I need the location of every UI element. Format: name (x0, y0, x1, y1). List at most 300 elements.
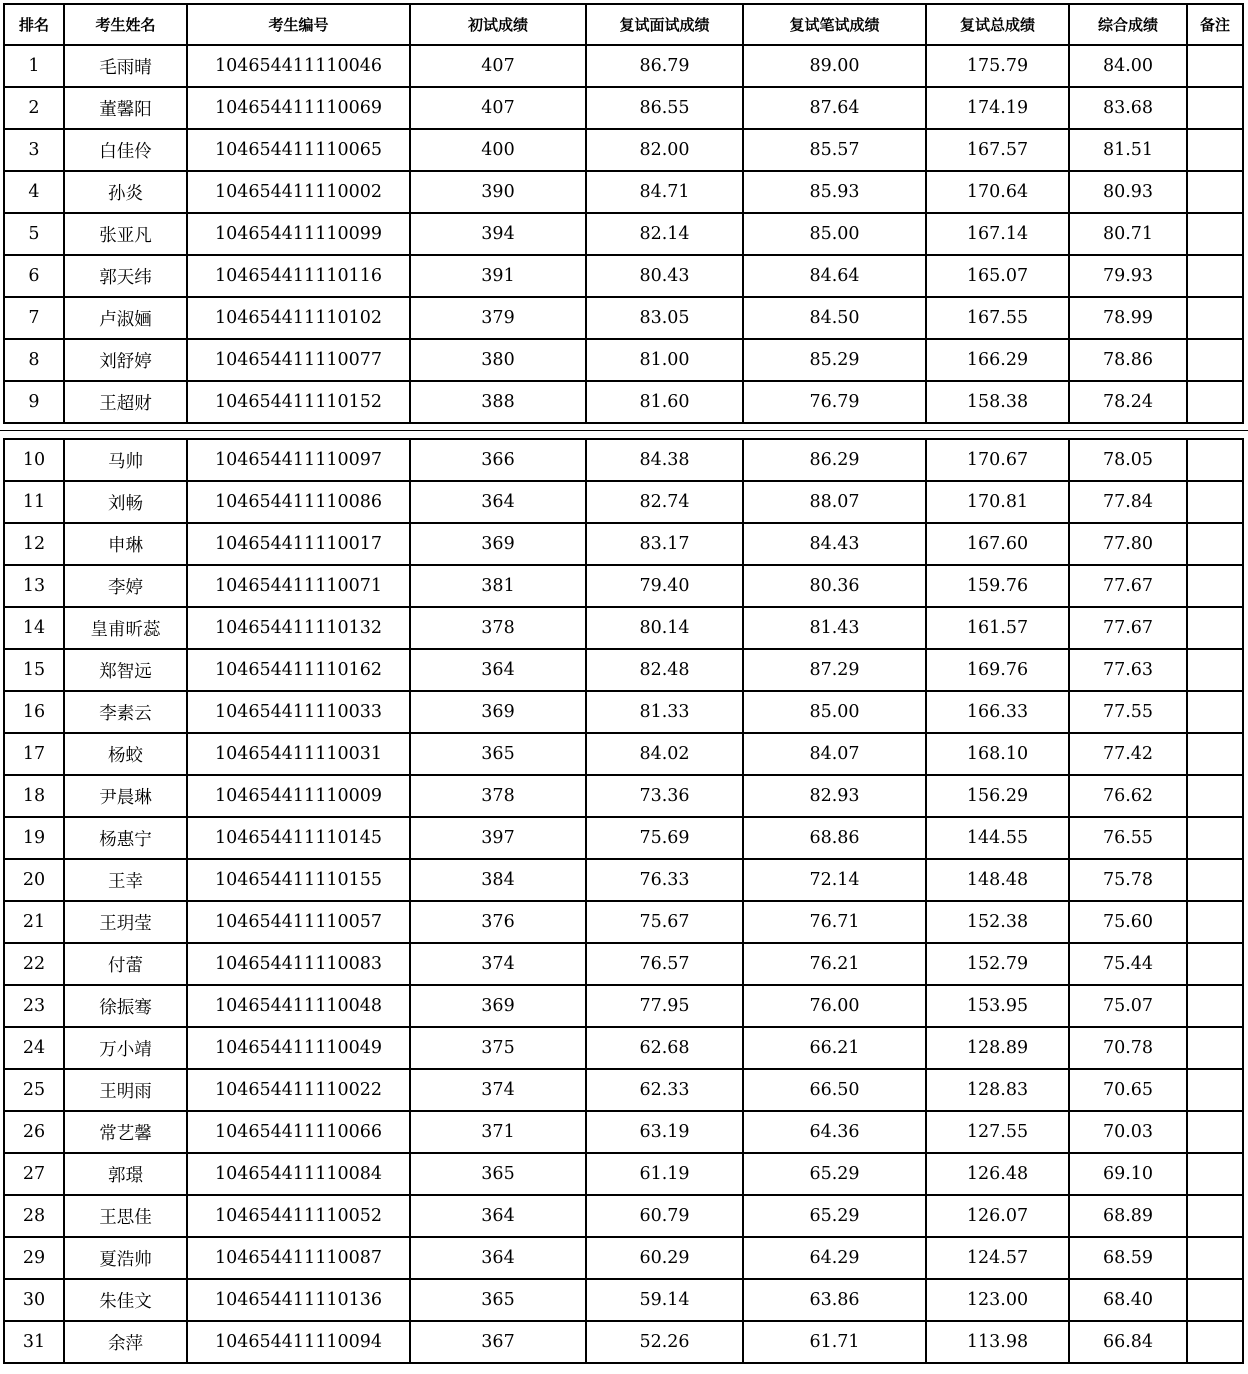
cell-initial-score: 394 (410, 213, 586, 255)
cell-interview-score: 63.19 (586, 1111, 743, 1153)
cell-written-score: 87.29 (743, 649, 926, 691)
cell-written-score: 68.86 (743, 817, 926, 859)
cell-rank: 20 (4, 859, 64, 901)
cell-composite-score: 77.42 (1069, 733, 1187, 775)
cell-composite-score: 70.03 (1069, 1111, 1187, 1153)
cell-rank: 14 (4, 607, 64, 649)
table-row (4, 1321, 1243, 1363)
cell-retest-total: 167.55 (926, 297, 1069, 339)
cell-interview-score: 59.14 (586, 1279, 743, 1321)
cell-composite-score: 77.55 (1069, 691, 1187, 733)
cell-written-score: 64.36 (743, 1111, 926, 1153)
cell-initial-score: 364 (410, 481, 586, 523)
cell-retest-total: 168.10 (926, 733, 1069, 775)
cell-initial-score: 369 (410, 691, 586, 733)
cell-rank: 31 (4, 1321, 64, 1363)
cell-retest-total: 170.81 (926, 481, 1069, 523)
cell-rank: 30 (4, 1279, 64, 1321)
cell-composite-score: 68.40 (1069, 1279, 1187, 1321)
table-row (4, 985, 1243, 1027)
cell-rank: 24 (4, 1027, 64, 1069)
cell-initial-score: 365 (410, 733, 586, 775)
cell-rank: 18 (4, 775, 64, 817)
cell-written-score: 85.93 (743, 171, 926, 213)
cell-candidate-id: 104654411110046 (187, 45, 410, 87)
cell-interview-score: 62.68 (586, 1027, 743, 1069)
cell-composite-score: 68.59 (1069, 1237, 1187, 1279)
cell-written-score: 85.00 (743, 691, 926, 733)
cell-name: 申琳 (64, 523, 187, 565)
cell-composite-score: 70.78 (1069, 1027, 1187, 1069)
cell-name: 朱佳文 (64, 1279, 187, 1321)
header-candidate-id: 考生编号 (187, 4, 410, 45)
cell-initial-score: 400 (410, 129, 586, 171)
cell-rank: 10 (4, 439, 64, 481)
cell-interview-score: 83.17 (586, 523, 743, 565)
cell-written-score: 84.43 (743, 523, 926, 565)
cell-remarks (1187, 1279, 1243, 1321)
cell-name: 王玥莹 (64, 901, 187, 943)
header-composite-score: 综合成绩 (1069, 4, 1187, 45)
cell-retest-total: 113.98 (926, 1321, 1069, 1363)
table-row (4, 439, 1243, 481)
cell-remarks (1187, 1069, 1243, 1111)
cell-name: 余萍 (64, 1321, 187, 1363)
cell-written-score: 84.50 (743, 297, 926, 339)
cell-candidate-id: 104654411110017 (187, 523, 410, 565)
cell-interview-score: 52.26 (586, 1321, 743, 1363)
table-row (4, 859, 1243, 901)
cell-initial-score: 375 (410, 1027, 586, 1069)
cell-composite-score: 77.67 (1069, 565, 1187, 607)
table-row (4, 255, 1243, 297)
cell-name: 董馨阳 (64, 87, 187, 129)
cell-written-score: 85.00 (743, 213, 926, 255)
cell-written-score: 89.00 (743, 45, 926, 87)
cell-interview-score: 80.43 (586, 255, 743, 297)
cell-retest-total: 156.29 (926, 775, 1069, 817)
cell-composite-score: 75.60 (1069, 901, 1187, 943)
cell-rank: 16 (4, 691, 64, 733)
cell-composite-score: 77.67 (1069, 607, 1187, 649)
cell-candidate-id: 104654411110162 (187, 649, 410, 691)
cell-remarks (1187, 733, 1243, 775)
header-written-score: 复试笔试成绩 (743, 4, 926, 45)
cell-remarks (1187, 87, 1243, 129)
cell-initial-score: 369 (410, 985, 586, 1027)
cell-initial-score: 384 (410, 859, 586, 901)
table-row (4, 901, 1243, 943)
cell-remarks (1187, 171, 1243, 213)
cell-composite-score: 76.62 (1069, 775, 1187, 817)
cell-written-score: 85.29 (743, 339, 926, 381)
table-row (4, 45, 1243, 87)
cell-candidate-id: 104654411110097 (187, 439, 410, 481)
cell-candidate-id: 104654411110084 (187, 1153, 410, 1195)
table-body-part1 (4, 45, 1243, 423)
cell-initial-score: 390 (410, 171, 586, 213)
cell-written-score: 72.14 (743, 859, 926, 901)
cell-name: 尹晨琳 (64, 775, 187, 817)
cell-initial-score: 378 (410, 775, 586, 817)
score-table-part2 (3, 438, 1244, 1364)
table-row (4, 381, 1243, 423)
header-initial-score: 初试成绩 (410, 4, 586, 45)
cell-written-score: 87.64 (743, 87, 926, 129)
cell-name: 李素云 (64, 691, 187, 733)
header-interview-score: 复试面试成绩 (586, 4, 743, 45)
cell-composite-score: 77.63 (1069, 649, 1187, 691)
table-row (4, 1153, 1243, 1195)
cell-retest-total: 174.19 (926, 87, 1069, 129)
cell-remarks (1187, 649, 1243, 691)
cell-name: 张亚凡 (64, 213, 187, 255)
cell-retest-total: 152.38 (926, 901, 1069, 943)
table-row (4, 733, 1243, 775)
header-row (4, 4, 1243, 45)
table-row (4, 607, 1243, 649)
table-row (4, 1069, 1243, 1111)
cell-candidate-id: 104654411110057 (187, 901, 410, 943)
cell-composite-score: 77.84 (1069, 481, 1187, 523)
cell-interview-score: 83.05 (586, 297, 743, 339)
cell-initial-score: 367 (410, 1321, 586, 1363)
cell-name: 王思佳 (64, 1195, 187, 1237)
table-row (4, 1279, 1243, 1321)
cell-initial-score: 364 (410, 1195, 586, 1237)
cell-initial-score: 365 (410, 1279, 586, 1321)
cell-interview-score: 75.69 (586, 817, 743, 859)
cell-written-score: 64.29 (743, 1237, 926, 1279)
cell-interview-score: 77.95 (586, 985, 743, 1027)
cell-written-score: 65.29 (743, 1195, 926, 1237)
cell-interview-score: 60.79 (586, 1195, 743, 1237)
cell-composite-score: 75.07 (1069, 985, 1187, 1027)
cell-candidate-id: 104654411110086 (187, 481, 410, 523)
cell-remarks (1187, 213, 1243, 255)
cell-rank: 12 (4, 523, 64, 565)
header-remarks: 备注 (1187, 4, 1243, 45)
cell-remarks (1187, 985, 1243, 1027)
table-row (4, 523, 1243, 565)
cell-candidate-id: 104654411110071 (187, 565, 410, 607)
cell-initial-score: 407 (410, 45, 586, 87)
cell-written-score: 76.00 (743, 985, 926, 1027)
cell-rank: 21 (4, 901, 64, 943)
cell-name: 徐振骞 (64, 985, 187, 1027)
cell-composite-score: 79.93 (1069, 255, 1187, 297)
cell-remarks (1187, 859, 1243, 901)
cell-initial-score: 378 (410, 607, 586, 649)
table-row (4, 297, 1243, 339)
cell-composite-score: 70.65 (1069, 1069, 1187, 1111)
cell-interview-score: 82.14 (586, 213, 743, 255)
cell-candidate-id: 104654411110009 (187, 775, 410, 817)
cell-remarks (1187, 1111, 1243, 1153)
table-row (4, 481, 1243, 523)
cell-rank: 28 (4, 1195, 64, 1237)
cell-rank: 17 (4, 733, 64, 775)
cell-initial-score: 369 (410, 523, 586, 565)
cell-remarks (1187, 1237, 1243, 1279)
cell-remarks (1187, 339, 1243, 381)
page-divider (0, 430, 1248, 431)
cell-candidate-id: 104654411110145 (187, 817, 410, 859)
table-row (4, 565, 1243, 607)
cell-interview-score: 76.33 (586, 859, 743, 901)
cell-retest-total: 126.48 (926, 1153, 1069, 1195)
cell-retest-total: 161.57 (926, 607, 1069, 649)
cell-candidate-id: 104654411110066 (187, 1111, 410, 1153)
cell-interview-score: 73.36 (586, 775, 743, 817)
cell-candidate-id: 104654411110052 (187, 1195, 410, 1237)
cell-name: 杨蛟 (64, 733, 187, 775)
cell-interview-score: 86.55 (586, 87, 743, 129)
cell-retest-total: 128.83 (926, 1069, 1069, 1111)
cell-retest-total: 167.57 (926, 129, 1069, 171)
cell-candidate-id: 104654411110049 (187, 1027, 410, 1069)
table-row (4, 339, 1243, 381)
table-row (4, 775, 1243, 817)
cell-remarks (1187, 1027, 1243, 1069)
cell-initial-score: 379 (410, 297, 586, 339)
cell-written-score: 76.71 (743, 901, 926, 943)
cell-retest-total: 128.89 (926, 1027, 1069, 1069)
cell-interview-score: 82.00 (586, 129, 743, 171)
cell-initial-score: 364 (410, 649, 586, 691)
cell-written-score: 85.57 (743, 129, 926, 171)
cell-name: 孙炎 (64, 171, 187, 213)
cell-initial-score: 364 (410, 1237, 586, 1279)
cell-written-score: 80.36 (743, 565, 926, 607)
cell-candidate-id: 104654411110087 (187, 1237, 410, 1279)
cell-name: 郭璟 (64, 1153, 187, 1195)
header-retest-total: 复试总成绩 (926, 4, 1069, 45)
cell-interview-score: 80.14 (586, 607, 743, 649)
cell-retest-total: 159.76 (926, 565, 1069, 607)
table-body-part2 (4, 439, 1243, 1363)
cell-candidate-id: 104654411110083 (187, 943, 410, 985)
cell-written-score: 76.79 (743, 381, 926, 423)
cell-name: 王明雨 (64, 1069, 187, 1111)
cell-written-score: 63.86 (743, 1279, 926, 1321)
cell-written-score: 84.64 (743, 255, 926, 297)
table-row (4, 1027, 1243, 1069)
cell-composite-score: 80.71 (1069, 213, 1187, 255)
cell-interview-score: 75.67 (586, 901, 743, 943)
cell-composite-score: 75.78 (1069, 859, 1187, 901)
cell-name: 卢淑婳 (64, 297, 187, 339)
cell-name: 李婷 (64, 565, 187, 607)
cell-written-score: 61.71 (743, 1321, 926, 1363)
cell-initial-score: 397 (410, 817, 586, 859)
cell-candidate-id: 104654411110069 (187, 87, 410, 129)
table-row (4, 1111, 1243, 1153)
cell-rank: 13 (4, 565, 64, 607)
cell-name: 郭天纬 (64, 255, 187, 297)
cell-composite-score: 83.68 (1069, 87, 1187, 129)
cell-rank: 3 (4, 129, 64, 171)
cell-candidate-id: 104654411110094 (187, 1321, 410, 1363)
cell-interview-score: 62.33 (586, 1069, 743, 1111)
cell-composite-score: 68.89 (1069, 1195, 1187, 1237)
cell-rank: 25 (4, 1069, 64, 1111)
cell-retest-total: 127.55 (926, 1111, 1069, 1153)
cell-name: 王幸 (64, 859, 187, 901)
table-row (4, 817, 1243, 859)
cell-composite-score: 78.99 (1069, 297, 1187, 339)
cell-retest-total: 123.00 (926, 1279, 1069, 1321)
cell-remarks (1187, 381, 1243, 423)
cell-name: 白佳伶 (64, 129, 187, 171)
cell-rank: 19 (4, 817, 64, 859)
cell-retest-total: 144.55 (926, 817, 1069, 859)
cell-interview-score: 79.40 (586, 565, 743, 607)
cell-composite-score: 84.00 (1069, 45, 1187, 87)
cell-initial-score: 365 (410, 1153, 586, 1195)
cell-composite-score: 80.93 (1069, 171, 1187, 213)
cell-initial-score: 407 (410, 87, 586, 129)
cell-initial-score: 388 (410, 381, 586, 423)
cell-retest-total: 165.07 (926, 255, 1069, 297)
cell-remarks (1187, 523, 1243, 565)
cell-remarks (1187, 943, 1243, 985)
cell-composite-score: 78.05 (1069, 439, 1187, 481)
cell-name: 皇甫昕蕊 (64, 607, 187, 649)
table-row (4, 691, 1243, 733)
cell-candidate-id: 104654411110065 (187, 129, 410, 171)
cell-composite-score: 78.86 (1069, 339, 1187, 381)
cell-candidate-id: 104654411110033 (187, 691, 410, 733)
cell-interview-score: 84.02 (586, 733, 743, 775)
cell-initial-score: 374 (410, 1069, 586, 1111)
cell-remarks (1187, 45, 1243, 87)
cell-remarks (1187, 1195, 1243, 1237)
cell-remarks (1187, 565, 1243, 607)
cell-retest-total: 167.14 (926, 213, 1069, 255)
cell-interview-score: 82.74 (586, 481, 743, 523)
cell-written-score: 66.50 (743, 1069, 926, 1111)
cell-rank: 8 (4, 339, 64, 381)
cell-written-score: 82.93 (743, 775, 926, 817)
cell-initial-score: 371 (410, 1111, 586, 1153)
cell-candidate-id: 104654411110136 (187, 1279, 410, 1321)
cell-candidate-id: 104654411110116 (187, 255, 410, 297)
cell-name: 常艺馨 (64, 1111, 187, 1153)
cell-composite-score: 77.80 (1069, 523, 1187, 565)
cell-candidate-id: 104654411110132 (187, 607, 410, 649)
cell-retest-total: 170.64 (926, 171, 1069, 213)
cell-remarks (1187, 439, 1243, 481)
header-rank: 排名 (4, 4, 64, 45)
cell-remarks (1187, 1321, 1243, 1363)
cell-rank: 26 (4, 1111, 64, 1153)
cell-rank: 9 (4, 381, 64, 423)
cell-name: 王超财 (64, 381, 187, 423)
cell-candidate-id: 104654411110152 (187, 381, 410, 423)
cell-remarks (1187, 775, 1243, 817)
cell-remarks (1187, 129, 1243, 171)
cell-interview-score: 76.57 (586, 943, 743, 985)
cell-rank: 11 (4, 481, 64, 523)
cell-candidate-id: 104654411110077 (187, 339, 410, 381)
cell-composite-score: 69.10 (1069, 1153, 1187, 1195)
cell-candidate-id: 104654411110102 (187, 297, 410, 339)
cell-remarks (1187, 1153, 1243, 1195)
cell-interview-score: 82.48 (586, 649, 743, 691)
cell-rank: 22 (4, 943, 64, 985)
cell-composite-score: 76.55 (1069, 817, 1187, 859)
cell-name: 郑智远 (64, 649, 187, 691)
cell-retest-total: 153.95 (926, 985, 1069, 1027)
cell-written-score: 65.29 (743, 1153, 926, 1195)
cell-interview-score: 84.71 (586, 171, 743, 213)
cell-name: 毛雨晴 (64, 45, 187, 87)
cell-initial-score: 381 (410, 565, 586, 607)
cell-rank: 7 (4, 297, 64, 339)
cell-initial-score: 376 (410, 901, 586, 943)
cell-retest-total: 166.29 (926, 339, 1069, 381)
cell-written-score: 88.07 (743, 481, 926, 523)
cell-interview-score: 81.33 (586, 691, 743, 733)
cell-name: 马帅 (64, 439, 187, 481)
cell-initial-score: 374 (410, 943, 586, 985)
cell-rank: 27 (4, 1153, 64, 1195)
cell-written-score: 66.21 (743, 1027, 926, 1069)
cell-retest-total: 126.07 (926, 1195, 1069, 1237)
cell-remarks (1187, 901, 1243, 943)
table-row (4, 1237, 1243, 1279)
cell-written-score: 76.21 (743, 943, 926, 985)
cell-retest-total: 158.38 (926, 381, 1069, 423)
table-row (4, 129, 1243, 171)
cell-interview-score: 60.29 (586, 1237, 743, 1279)
cell-composite-score: 81.51 (1069, 129, 1187, 171)
cell-interview-score: 84.38 (586, 439, 743, 481)
cell-remarks (1187, 607, 1243, 649)
cell-remarks (1187, 297, 1243, 339)
cell-candidate-id: 104654411110031 (187, 733, 410, 775)
cell-remarks (1187, 691, 1243, 733)
cell-rank: 1 (4, 45, 64, 87)
table-row (4, 171, 1243, 213)
cell-initial-score: 366 (410, 439, 586, 481)
cell-rank: 6 (4, 255, 64, 297)
cell-candidate-id: 104654411110155 (187, 859, 410, 901)
cell-retest-total: 170.67 (926, 439, 1069, 481)
table-row (4, 943, 1243, 985)
cell-composite-score: 78.24 (1069, 381, 1187, 423)
cell-rank: 2 (4, 87, 64, 129)
cell-written-score: 86.29 (743, 439, 926, 481)
cell-name: 杨惠宁 (64, 817, 187, 859)
cell-composite-score: 75.44 (1069, 943, 1187, 985)
cell-retest-total: 166.33 (926, 691, 1069, 733)
cell-name: 万小靖 (64, 1027, 187, 1069)
table-row (4, 213, 1243, 255)
cell-interview-score: 81.00 (586, 339, 743, 381)
cell-interview-score: 86.79 (586, 45, 743, 87)
cell-written-score: 84.07 (743, 733, 926, 775)
cell-retest-total: 152.79 (926, 943, 1069, 985)
cell-name: 刘畅 (64, 481, 187, 523)
cell-retest-total: 124.57 (926, 1237, 1069, 1279)
cell-initial-score: 380 (410, 339, 586, 381)
table-row (4, 87, 1243, 129)
cell-composite-score: 66.84 (1069, 1321, 1187, 1363)
cell-retest-total: 167.60 (926, 523, 1069, 565)
cell-rank: 23 (4, 985, 64, 1027)
